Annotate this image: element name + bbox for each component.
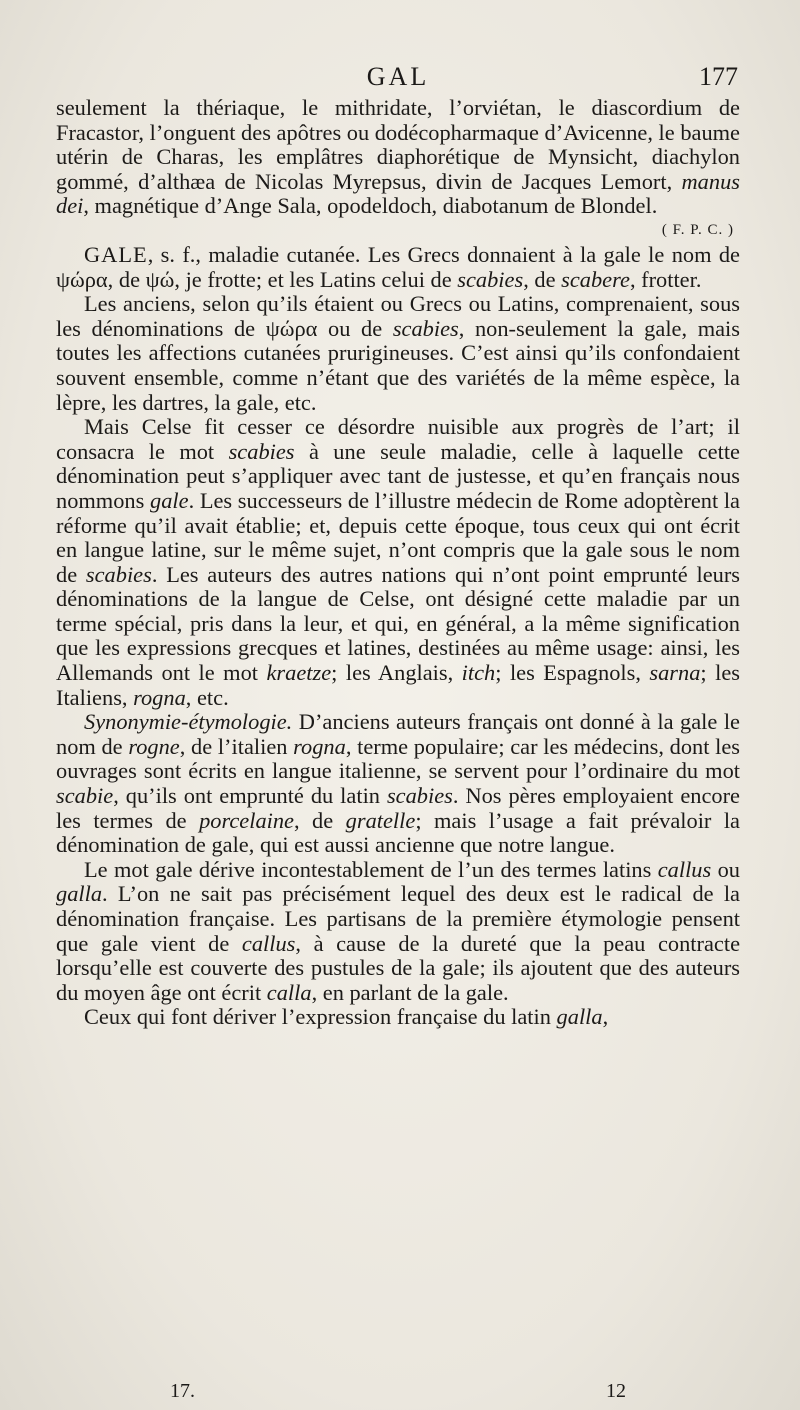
text-run: , de [107,266,146,292]
italic-term: sarna [649,660,701,686]
italic-term: galla [556,1004,603,1030]
italic-term: callus [657,856,712,882]
italic-term: scabies [386,783,453,809]
text-run: ou [711,856,740,882]
entry-paragraph-3 [56,415,740,710]
italic-term: scabere [561,266,630,292]
italic-term: rogna [293,733,346,759]
italic-term: scabie [56,783,114,809]
text-run: , qu’ils ont emprunté du latin [113,783,387,809]
author-signature: ( F. P. C. ) [661,221,734,238]
running-head: GAL [366,62,430,91]
continuation-paragraph [56,96,740,219]
text-run: , en parlant de la gale. [311,979,509,1005]
text-run: Les anciens, selon qu’ils étaient ou Grecs ou Latins, comprenaient, sous les dénominations de [56,291,740,341]
text-run: ; les Espagnols, [495,660,650,686]
greek-word: ψώρα [265,315,318,341]
continuation-text: seulement la thériaque, le mithridate, l’orviétan, le diascordium de Fracastor, l’onguent des apôtres ou dodécopharmaque d’Avicenne, le baume utérin de Charas, les emplâtres diaphorétique de Mynsicht, diachylon gommé, d’althæa de Nicolas Myrepsus, divin de Jacques Lemort, manus dei, magnétique d’Ange Sala, opodeldoch, diabotanum de Blondel. [56,95,740,219]
text-run: Ceux qui font dériver l’expression française du latin [84,1004,557,1030]
text-run: , de [294,807,346,833]
section-heading: Synonymie-étymologie. [84,709,293,735]
page-header [56,60,740,100]
italic-term: callus [241,930,296,956]
italic-term: scabies [85,561,152,587]
italic-term: itch [461,660,496,686]
text-run: , s. f., maladie cutanée. Les Grecs donnaient à la gale le nom de [147,241,740,267]
text-run: ; les Anglais, [331,660,462,686]
italic-term: gale [150,487,189,513]
text-run: , non-seulement la gale, mais toutes les affections cutanées prurigineuses. C’est ainsi qu’ils confondaient souvent ensemble, comme n’étant que des variétés de la même espèce, la lèpre, les dartres, la gale, etc. [56,315,740,415]
text-run: , [602,1004,609,1030]
text-run: , de l’italien [179,733,294,759]
entry-headword: GALE [84,241,148,267]
text-run: Mais Celse fit cesser ce désordre nuisible aux progrès de l’art; il consacra le mot [56,414,740,464]
entry-paragraph-5 [56,858,740,1006]
body-text [56,96,740,1030]
text-run: , etc. [185,684,229,710]
italic-term: scabies [457,266,524,292]
text-run: . Les successeurs de l’illustre médecin de Rome adoptèrent la réforme qu’il avait établie; et, depuis cette époque, tous ceux qui ont écrit en langue latine, sur le même sujet, n’ont compris que la gale sous le nom de [56,487,740,587]
sheet-signature: 17. [170,1380,195,1402]
page-number: 177 [699,62,738,91]
page-footer [56,1380,740,1406]
text-run: , à cause de la dureté que la peau contracte lorsqu’elle est couverte des pustules de la gale; ils ajoutent que des auteurs du moyen âge ont écrit [56,930,741,1005]
italic-term: galla [56,881,103,907]
italic-term: calla [266,979,312,1005]
italic-term: scabies [392,315,459,341]
entry-paragraph-2 [56,292,740,415]
text-run: Le mot gale dérive incontestablement de l’un des termes latins [84,856,658,882]
italic-term: gratelle [345,807,416,833]
italic-term: manus dei [56,168,740,219]
text-run: , je frotte; et les Latins celui de [174,266,458,292]
greek-word: ψώρα [56,266,108,292]
italic-term: scabies [228,438,295,464]
text-run: ; mais l’usage a fait prévaloir la dénomination de gale, qui est aussi ancienne que notre langue. [56,807,740,858]
text-run: . Nos pères employaient encore les termes de [56,783,740,833]
text-run: , de [523,266,562,292]
italic-term: porcelaine [199,807,294,833]
text-run: D’anciens auteurs français ont donné à la gale le nom de [56,709,740,759]
entry-paragraph-4 [56,710,740,858]
text-run: , terme populaire; car les médecins, dont les ouvrages sont écrits en langue italienne, se servent pour l’ordinaire du mot [56,733,740,784]
text-run: . L’on ne sait pas précisément lequel des deux est le radical de la dénomination française. Les partisans de la première étymologie pensent que gale vient de [56,881,740,956]
text-run: ; les Italiens, [56,660,740,710]
text-run: à une seule maladie, celle à laquelle cette dénomination peut s’appliquer avec tant de justesse, et qu’en français nous nommons [56,438,740,513]
text-run: . Les auteurs des autres nations qui n’ont point emprunté leurs dénominations de la langue de Celse, ont désigné cette maladie par un terme spécial, pris dans la leur, et qui, en général, a la même signification que les expressions grecques et latines, destinées au même usage: ainsi, les Allemands ont le mot [56,561,741,686]
entry-paragraph-6 [56,1005,740,1030]
italic-term: kraetze [266,660,332,686]
italic-term: rogne [128,733,180,759]
italic-term: rogna [133,684,186,710]
text-run: , frotter. [629,266,702,292]
entry-paragraph-1 [56,243,740,292]
folio-number: 12 [606,1380,626,1402]
text-run: ou de [317,315,393,341]
greek-word: ψώ [145,266,175,292]
